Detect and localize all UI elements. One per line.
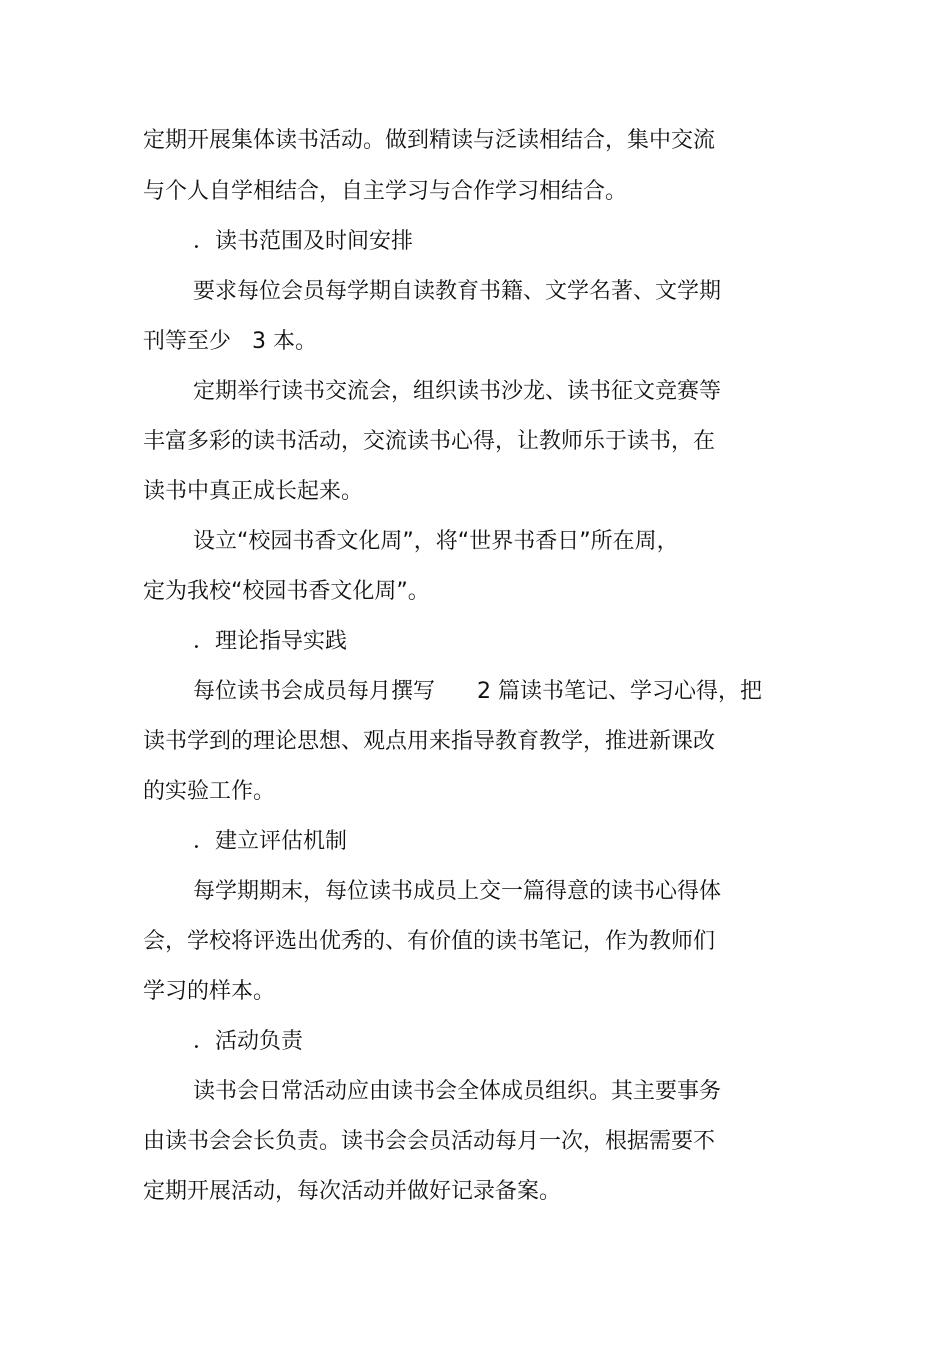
text-line: 由读书会会长负责。读书会会员活动每月一次，根据需要不 xyxy=(143,1129,716,1154)
text-line: 读书学到的理论思想、观点用来指导教育教学，推进新课改 xyxy=(143,729,716,754)
section-heading-reading-scope: ．读书范围及时间安排 xyxy=(193,229,414,254)
paragraph-first-line: 要求每位会员每学期自读教育书籍、文学名著、文学期 xyxy=(193,279,722,304)
text-line: 学习的样本。 xyxy=(143,979,276,1004)
text-line: 刊等至少 3 本。 xyxy=(143,329,317,354)
paragraph-first-line: 设立“校园书香文化周”，将“世界书香日”所在周， xyxy=(193,529,679,554)
text-line: 定期开展集体读书活动。做到精读与泛读相结合，集中交流 xyxy=(143,128,716,153)
text-line: 的实验工作。 xyxy=(143,779,276,804)
text-line: 会，学校将评选出优秀的、有价值的读书笔记，作为教师们 xyxy=(143,929,716,954)
paragraph-first-line: 读书会日常活动应由读书会全体成员组织。其主要事务 xyxy=(193,1079,722,1104)
text-line: 丰富多彩的读书活动，交流读书心得，让教师乐于读书，在 xyxy=(143,429,716,454)
paragraph-first-line: 每位读书会成员每月撰写 2 篇读书笔记、学习心得，把 xyxy=(193,679,762,704)
text-line: 读书中真正成长起来。 xyxy=(143,479,364,504)
text-line: 定为我校“校园书香文化周”。 xyxy=(143,579,430,604)
paragraph-first-line: 定期举行读书交流会，组织读书沙龙、读书征文竞赛等 xyxy=(193,379,722,404)
section-heading-theory-practice: ．理论指导实践 xyxy=(193,629,348,654)
text-line: 与个人自学相结合，自主学习与合作学习相结合。 xyxy=(143,179,628,204)
section-heading-evaluation: ．建立评估机制 xyxy=(193,829,348,854)
paragraph-first-line: 每学期期末，每位读书成员上交一篇得意的读书心得体 xyxy=(193,879,722,904)
section-heading-responsibility: ．活动负责 xyxy=(193,1029,304,1054)
text-line: 定期开展活动，每次活动并做好记录备案。 xyxy=(143,1179,562,1204)
